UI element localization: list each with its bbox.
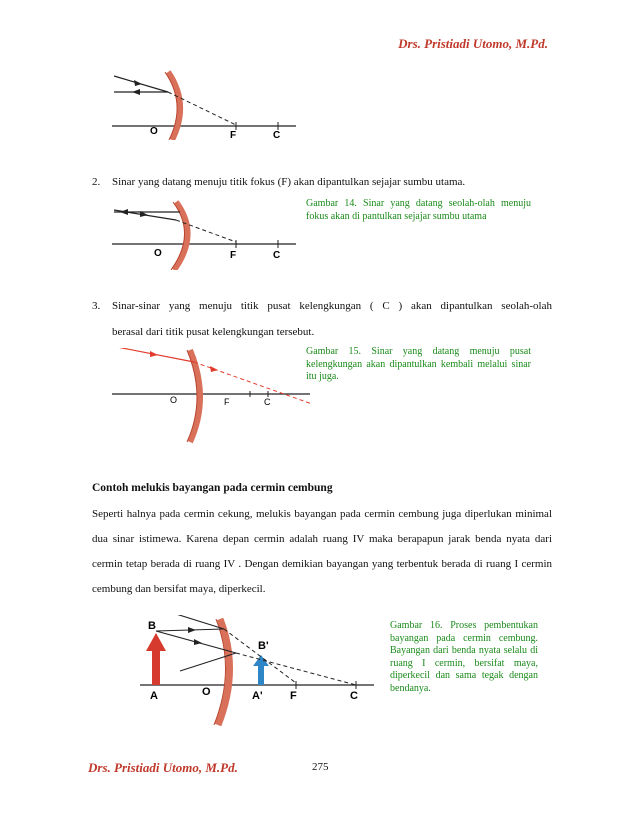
figure-15-diagram: [110, 348, 315, 444]
item-3-line2: berasal dari titik pusat kelengkungan tersebut.: [112, 326, 315, 338]
figure-16-caption: Gambar 16. Proses pembentukan bayangan pada cermin cembung. Bayangan dari benda nyata selalu di ruang I cermin, bersifat maya, diperkecil dan sama tegak dengan bendanya.: [390, 620, 538, 694]
header-author: Drs. Pristiadi Utomo, M.Pd.: [398, 36, 548, 51]
fig16-label-a-prime: A': [252, 690, 263, 702]
fig16-label-f: F: [290, 690, 297, 702]
fig13-label-o: O: [150, 126, 158, 137]
figure-16-diagram: [140, 615, 376, 727]
fig13-label-c: C: [273, 130, 281, 140]
fig16-label-b-prime: B': [258, 640, 269, 652]
fig16-label-a: A: [150, 690, 158, 702]
footer-author: Drs. Pristiadi Utomo, M.Pd.: [88, 760, 238, 775]
fig14-label-f: F: [230, 250, 237, 261]
section-paragraph: Seperti halnya pada cermin cekung, melukis bayangan pada cermin cembung juga diperlukan minimal dua sinar istimewa. Karena depan cermin adalah ruang IV maka berapapun jarak benda nyata dari cermin tetap berada di ruang IV . Dengan demikian bayangan yang terbentuk berada di ruang I cermin cembung dan bersifat maya, diperkecil.: [92, 508, 552, 595]
figure-15-caption: Gambar 15. Sinar yang datang menuju pusat kelengkungan akan dipantulkan kembali melalui sinar itu juga.: [306, 346, 531, 382]
fig15-label-c: C: [264, 397, 271, 407]
fig15-label-f: F: [224, 397, 230, 407]
fig16-label-o: O: [202, 686, 211, 698]
fig15-label-o: O: [170, 395, 178, 405]
figure-14-diagram: [110, 198, 300, 270]
item-3-number: 3.: [92, 300, 101, 312]
section-heading: Contoh melukis bayangan pada cermin cembung: [92, 482, 333, 494]
page-number: 275: [312, 761, 329, 773]
fig14-label-c: C: [273, 250, 281, 261]
fig16-label-b: B: [148, 620, 156, 632]
fig14-label-o: O: [154, 248, 162, 259]
figure-14-caption: Gambar 14. Sinar yang datang seolah-olah menuju fokus akan di pantulkan sejajar sumbu utama: [306, 198, 531, 222]
item-2-number: 2.: [92, 176, 101, 188]
fig13-label-f: F: [230, 130, 237, 140]
figure-13-diagram: [110, 68, 300, 140]
item-2-text: Sinar yang datang menuju titik fokus (F) akan dipantulkan sejajar sumbu utama.: [112, 176, 466, 188]
fig16-label-c: C: [350, 690, 358, 702]
item-3-line1: Sinar-sinar yang menuju titik pusat kelengkungan ( C ) akan dipantulkan seolah-olah: [112, 300, 552, 312]
